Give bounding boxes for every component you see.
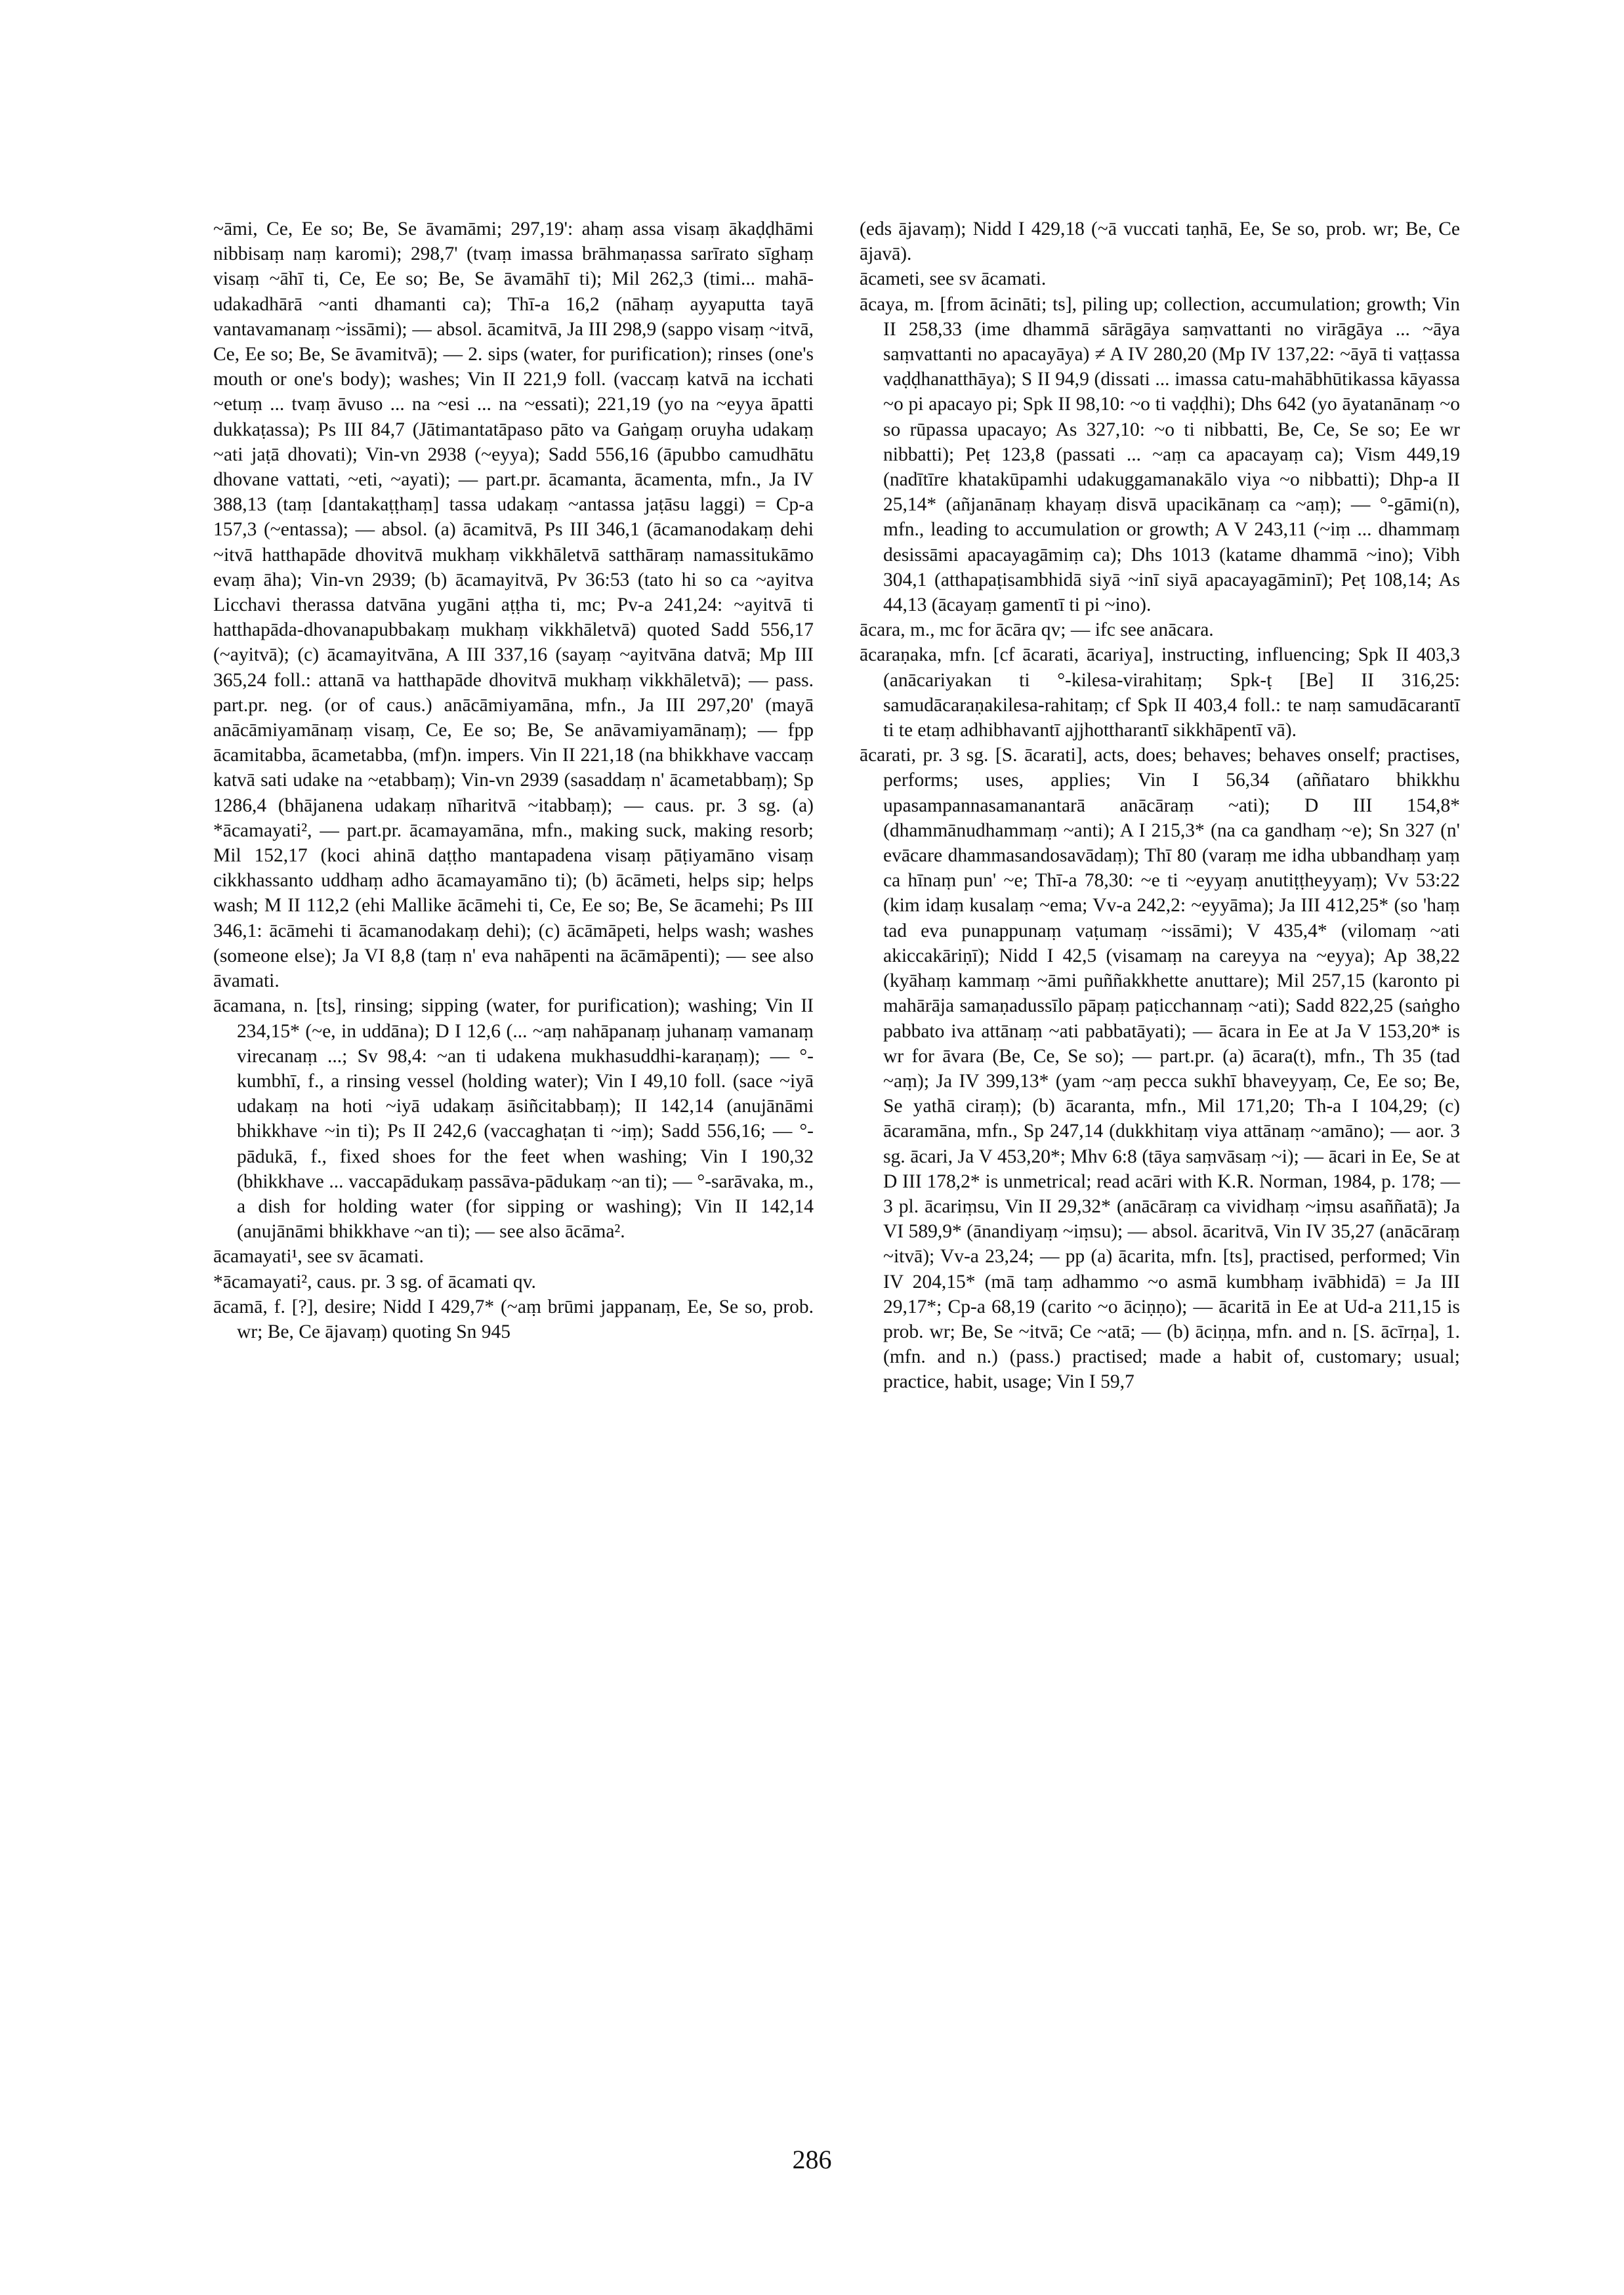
left-column [213,217,814,1344]
dictionary-entry: *ācamayati², caus. pr. 3 sg. of ācamati qv. [213,1271,536,1292]
entry-continuation: (eds ājavaṃ); Nidd I 429,18 (~ā vuccati taṇhā, Ee, Se so, prob. wr; Be, Ce ājavā). [860,218,1460,265]
dictionary-entry: ācamana, n. [ts], rinsing; sipping (water, for purification); washing; Vin II 234,15* (~e, in uddāna); D I 12,6 (... ~aṃ nahāpanaṃ juhanaṃ vamanaṃ virecanaṃ ...; Sv 98,4: ~an ti udakena mukhasuddhi-karaṇaṃ); — °-kumbhī, f., a rinsing vessel (holding water); Vin I 49,10 foll. (sace ~iyā udakaṃ na hoti ~iyā udakaṃ āsiñcitabbaṃ); II 142,14 (anujānāmi bhikkhave ~in ti); Ps II 242,6 (vaccaghaṭan ti ~iṃ); Sadd 556,16; — °-pādukā, f., fixed shoes for the feet when washing; Vin I 190,32 (bhikkhave ... vaccapādukaṃ passāva-pādukaṃ ~an ti); — °-sarāvaka, m., a dish for holding water (for sipping or washing); Vin II 142,14 (anujānāmi bhikkhave ~an ti); — see also ācāma². [213,995,814,1243]
dictionary-entry: ācarati, pr. 3 sg. [S. ācarati], acts, does; behaves; behaves onself; practises, performs; uses, applies; Vin I 56,34 (aññataro bhikkhu upasampannasamanantarā anācāraṃ ~ati); D III 154,8* (dhammānudhammaṃ ~anti); A I 215,3* (na ca gandhaṃ ~e); Sn 327 (n' evācare dhammasandosavādaṃ); Thī 80 (varaṃ me idha ubbandhaṃ yaṃ ca hīnaṃ pun' ~e; Thī-a 78,30: ~e ti ~eyyaṃ anutiṭṭheyyaṃ); Vv 53:22 (kim idaṃ kusalaṃ ~ema; Vv-a 242,2: ~eyyāma); Ja III 412,25* (so 'haṃ tad eva punappunaṃ vaṭumaṃ ~issāmi); V 435,4* (vilomaṃ ~ati akiccakāriṇī); Nidd I 42,5 (visamaṃ na careyya na ~eyya); Ap 38,22 (kyāhaṃ kammaṃ ~āmi puññakkhette anuttare); Mil 257,15 (karonto pi mahārāja samaṇadussīlo pāpaṃ paṭicchannaṃ ~ati); Sadd 822,25 (saṅgho pabbato iva attānaṃ ~ati pabbatāyati); — ācara in Ee at Ja V 153,20* is wr for āvara (Be, Ce, Se so); — part.pr. (a) ācara(t), mfn., Th 35 (tad ~aṃ); Ja IV 399,13* (yam ~aṃ pecca sukhī bhaveyyaṃ, Ce, Ee so; Be, Se yathā ciraṃ); (b) ācaranta, mfn., Mil 171,20; Th-a I 104,29; (c) ācaramāna, mfn., Sp 247,14 (dukkhitaṃ viya attānaṃ ~amāno); — aor. 3 sg. ācari, Ja V 453,20*; Mhv 6:8 (tāya saṃvāsaṃ ~i); — ācari in Ee, Se at D III 178,2* is unmetrical; read acāri with K.R. Norman, 1984, p. 178; — 3 pl. ācariṃsu, Vin II 29,32* (anācāraṃ ca vividhaṃ ~iṃsu asaññatā); Ja VI 589,9* (ānandiyaṃ ~iṃsu); — absol. ācaritvā, Vin IV 35,27 (anācāraṃ ~itvā); Vv-a 23,24; — pp (a) ācarita, mfn. [ts], practised, performed; Vin IV 204,15* (mā taṃ adhammo ~o asmā kumbhaṃ ivābhidā) = Ja III 29,17*; Cp-a 68,19 (carito ~o āciṇṇo); — ācaritā in Ee at Ud-a 211,15 is prob. wr; Be, Se ~itvā; Ce ~atā; — (b) āciṇṇa, mfn. and n. [S. ācīrṇa], 1. (mfn. and n.) (pass.) practised; made a habit of, customary; usual; practice, habit, usage; Vin I 59,7 [860,745,1460,1393]
entry-continuation: ~āmi, Ce, Ee so; Be, Se āvamāmi; 297,19': ahaṃ assa visaṃ ākaḍḍhāmi nibbisaṃ naṃ karomi); 298,7' (tvaṃ imassa brāhmaṇassa sarīrato sīghaṃ visaṃ ~āhī ti, Ce, Ee so; Be, Se āvamāhī ti); Mil 262,3 (timi... mahā-udakadhārā ~anti dhamanti ca); Thī-a 16,2 (nāhaṃ ayyaputta tayā vantavamanaṃ ~issāmi); — absol. ācamitvā, Ja III 298,9 (sappo visaṃ ~itvā, Ce, Ee so; Be, Se āvamitvā); — 2. sips (water, for purification); rinses (one's mouth or one's body); washes; Vin II 221,9 foll. (vaccaṃ katvā na icchati ~etuṃ ... tvaṃ āvuso ... na ~esi ... na ~essati); 221,19 (yo na ~eyya āpatti dukkaṭassa); Ps III 84,7 (Jātimantatāpaso pāto va Gaṅgaṃ oruyha udakaṃ ~ati jaṭā dhovati); Vin-vn 2938 (~eyya); Sadd 556,16 (āpubbo camudhātu dhovane vattati, ~eti, ~ayati); — part.pr. ācamanta, ācamenta, mfn., Ja IV 388,13 (taṃ [dantakaṭṭhaṃ] tassa udakaṃ ~antassa jaṭāsu laggi) = Cp-a 157,3 (~entassa); — absol. (a) ācamitvā, Ps III 346,1 (ācamanodakaṃ dehi ~itvā hatthapāde dhovitvā mukhaṃ vikkhāletvā satthāraṃ namassitukāmo evaṃ āha); Vin-vn 2939; (b) ācamayitvā, Pv 36:53 (tato hi so ca ~ayitva Licchavi therassa datvāna yugāni aṭṭha ti, mc; Pv-a 241,24: ~ayitvā ti hatthapāda-dhovanapubbakaṃ mukhaṃ vikkhāletvā) quoted Sadd 556,17 (~ayitvā); (c) ācamayitvāna, A III 337,16 (sayaṃ ~ayitvāna datvā; Mp III 365,24 foll.: attanā va hatthapāde dhovitvā mukhaṃ vikkhāletvā); — pass. part.pr. neg. (or of caus.) anācāmiyamāna, mfn., Ja III 297,20' (mayā anācāmiyamānaṃ visaṃ, Ce, Ee so; Be, Se anāvamiyamānaṃ); — fpp ācamitabba, ācametabba, (mf)n. impers. Vin II 221,18 (na bhikkhave vaccaṃ katvā sati udake na ~etabbaṃ); Vin-vn 2939 (sasaddaṃ n' ācametabbaṃ); Sp 1286,4 (bhājanena udakaṃ nīharitvā ~itabbaṃ); — caus. pr. 3 sg. (a) *ācamayati², — part.pr. ācamayamāna, mfn., making suck, making resorb; Mil 152,17 (koci ahinā daṭṭho mantapadena visaṃ pāṭiyamāno visaṃ cikkhassanto uddhaṃ adho ācamayamāno ti); (b) ācāmeti, helps sip; helps wash; M II 112,2 (ehi Mallike ācāmehi ti, Ce, Ee so; Be, Se ācamehi; Ps III 346,1: ācāmehi ti ācamanodakaṃ dehi); (c) ācāmāpeti, helps wash; washes (someone else); Ja VI 8,8 (taṃ n' eva nahāpenti na ācāmāpenti); — see also āvamati. [213,218,814,992]
dictionary-entry: ācaraṇaka, mfn. [cf ācarati, ācariya], instructing, influencing; Spk II 403,3 (anācariyakan ti °-kilesa-virahitaṃ; Spk-ṭ [Be] II 316,25: samudācaraṇakilesa-rahitaṃ; cf Spk II 403,4 foll.: te naṃ samudācarantī ti te etaṃ adhibhavantī ajjhottharantī sikkhāpentī vā). [860,644,1460,741]
page-number: 286 [792,2145,832,2174]
dictionary-entry: ācamā, f. [?], desire; Nidd I 429,7* (~aṃ brūmi jappanaṃ, Ee, Se so, prob. wr; Be, Ce ājavaṃ) quoting Sn 945 [213,1296,814,1342]
dictionary-entry: ācameti, see sv ācamati. [860,268,1047,290]
dictionary-entry: ācara, m., mc for ācāra qv; — ifc see anācara. [860,619,1214,641]
dictionary-entry: ācamayati¹, see sv ācamati. [213,1246,424,1268]
dictionary-entry: ācaya, m. [from ācināti; ts], piling up; collection, accumulation; growth; Vin II 258,33 (ime dhammā sārāgāya saṃvattanti no virāgāya ... ~āya saṃvattanti no apacayāya) ≠ A IV 280,20 (Mp IV 137,22: ~āyā ti vaṭṭassa vaḍḍhanatthāya); S II 94,9 (dissati ... imassa catu-mahābhūtikassa kāyassa ~o pi apacayo pi; Spk II 98,10: ~o ti vaḍḍhi); Dhs 642 (yo āyatanānaṃ ~o so rūpassa upacayo; As 327,10: ~o ti nibbatti, Be, Ce, Se so; Ee wr nibbatti); Peṭ 123,8 (passati ... ~aṃ ca apacayaṃ ca); Vism 449,19 (nadītīre khatakūpamhi udakuggamanakālo viya ~o nibbatti); Dhp-a II 25,14* (añjanānaṃ khayaṃ disvā upacikānaṃ ca ~aṃ); — °-gāmi(n), mfn., leading to accumulation or growth; A V 243,11 (~iṃ ... dhammaṃ desissāmi apacayagāmiṃ ca); Dhs 1013 (katame dhammā ~ino); Vibh 304,1 (atthapaṭisambhidā siyā ~inī siyā apacayagāminī); Peṭ 108,14; As 44,13 (ācayaṃ gamentī ti pi ~ino). [860,293,1460,616]
right-column [860,217,1460,1395]
